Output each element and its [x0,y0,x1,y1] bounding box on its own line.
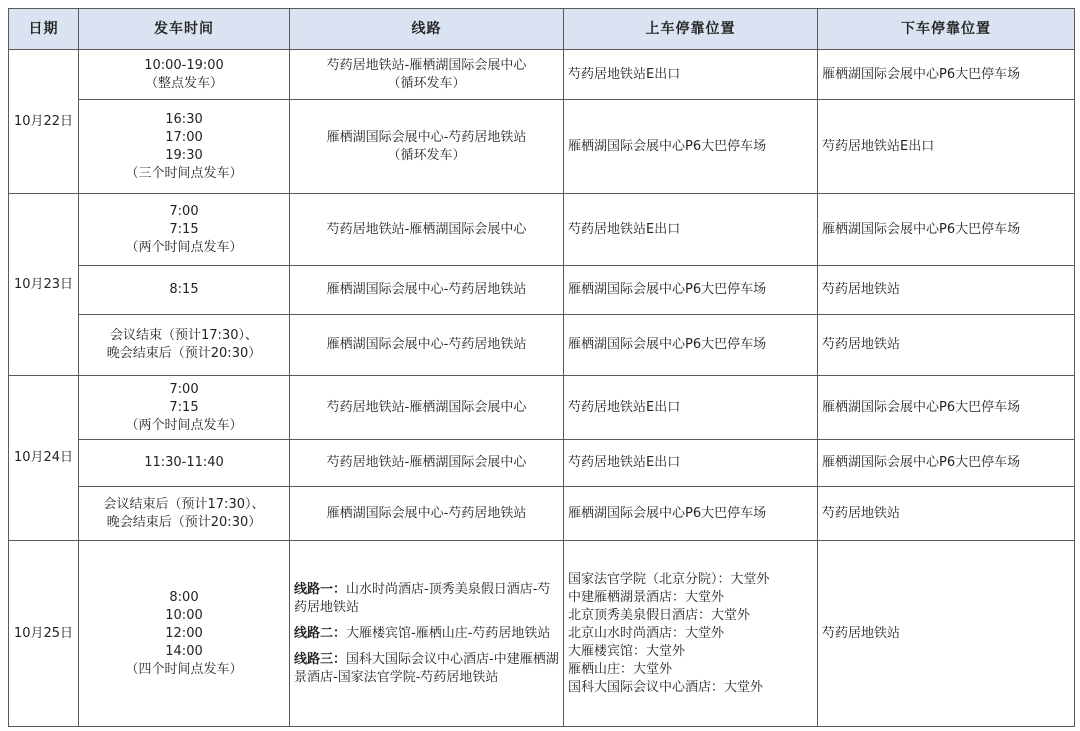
alighting-cell: 雁栖湖国际会展中心P6大巴停车场 [818,440,1075,487]
time-note: （两个时间点发车） [125,417,243,433]
route-line-label: 线路三： [294,651,347,667]
route-cell: 雁栖湖国际会展中心-芍药居地铁站 [290,266,564,315]
date-cell: 10月23日 [9,194,79,376]
time-line: 会议结束后（预计17:30）、 [103,496,265,512]
date-cell: 10月25日 [9,541,79,727]
time-cell: 11:30-11:40 [79,440,290,487]
boarding-cell: 芍药居地铁站E出口 [564,194,818,266]
alighting-cell: 芍药居地铁站 [818,266,1075,315]
time-cell [79,194,290,266]
time-note: （两个时间点发车） [125,239,243,255]
time-note: （四个时间点发车） [125,661,243,677]
alighting-cell: 雁栖湖国际会展中心P6大巴停车场 [818,376,1075,440]
header-alighting-location: 下车停靠位置 [818,9,1075,50]
time-line: 7:15 [169,399,199,415]
boarding-cell: 雁栖湖国际会展中心P6大巴停车场 [564,100,818,194]
boarding-stop: 国科大国际会议中心酒店：大堂外 [568,679,764,695]
route-line-label: 线路一： [294,581,347,597]
route-text: 雁栖湖国际会展中心-芍药居地铁站 [326,129,527,145]
table-row [9,50,1075,100]
time-cell [79,376,290,440]
alighting-cell: 芍药居地铁站 [818,315,1075,376]
route-line-three [294,651,559,687]
route-line-two [294,625,559,643]
boarding-stop: 国家法官学院（北京分院）：大堂外 [568,571,770,587]
boarding-cell: 雁栖湖国际会展中心P6大巴停车场 [564,487,818,541]
alighting-cell: 芍药居地铁站 [818,541,1075,727]
date-cell: 10月22日 [9,50,79,194]
route-cell [290,100,564,194]
route-note: （循环发车） [387,147,466,163]
time-cell [79,487,290,541]
boarding-cell [564,541,818,727]
table-row [9,376,1075,440]
route-cell: 芍药居地铁站-雁栖湖国际会展中心 [290,194,564,266]
route-cell: 雁栖湖国际会展中心-芍药居地铁站 [290,487,564,541]
time-line: 14:00 [165,643,203,659]
time-line: 8:00 [169,589,199,605]
table-row [9,266,1075,315]
boarding-stop: 雁栖山庄：大堂外 [568,661,673,677]
boarding-stop: 北京山水时尚酒店：大堂外 [568,625,725,641]
table-row [9,194,1075,266]
alighting-cell: 雁栖湖国际会展中心P6大巴停车场 [818,194,1075,266]
alighting-cell: 芍药居地铁站E出口 [818,100,1075,194]
route-line-label: 线路二： [294,625,347,641]
table-row [9,487,1075,541]
route-cell: 芍药居地铁站-雁栖湖国际会展中心 [290,440,564,487]
boarding-cell: 雁栖湖国际会展中心P6大巴停车场 [564,315,818,376]
time-line: 7:15 [169,221,199,237]
alighting-cell: 雁栖湖国际会展中心P6大巴停车场 [818,50,1075,100]
time-line: 19:30 [165,147,203,163]
time-note: （整点发车） [144,75,223,91]
header-departure-time: 发车时间 [79,9,290,50]
time-cell [79,541,290,727]
route-cell [290,541,564,727]
route-line-text: 国科大国际会议中心酒店-中建雁栖湖景酒店-国家法官学院-芍药居地铁站 [294,651,559,685]
time-line: 7:00 [169,381,199,397]
boarding-cell: 芍药居地铁站E出口 [564,376,818,440]
alighting-cell: 芍药居地铁站 [818,487,1075,541]
time-line: 17:00 [165,129,203,145]
header-row [9,9,1075,50]
time-line: 10:00 [165,607,203,623]
route-cell: 雁栖湖国际会展中心-芍药居地铁站 [290,315,564,376]
boarding-stop: 中建雁栖湖景酒店：大堂外 [568,589,725,605]
header-route: 线路 [290,9,564,50]
time-line: 会议结束（预计17:30）、 [110,328,258,343]
route-cell [290,50,564,100]
time-line: 晚会结束后（预计20:30） [106,514,262,530]
time-line: 7:00 [169,203,199,219]
boarding-cell: 芍药居地铁站E出口 [564,440,818,487]
shuttle-schedule-table [8,8,1075,727]
route-cell: 芍药居地铁站-雁栖湖国际会展中心 [290,376,564,440]
date-cell: 10月24日 [9,376,79,541]
boarding-stop: 大雁楼宾馆：大堂外 [568,643,686,659]
table-row [9,315,1075,376]
boarding-cell: 芍药居地铁站E出口 [564,50,818,100]
time-cell: 8:15 [79,266,290,315]
time-line: 晚会结束后（预计20:30） [106,346,262,361]
header-date: 日期 [9,9,79,50]
header-boarding-location: 上车停靠位置 [564,9,818,50]
time-line: 16:30 [165,111,203,127]
time-cell [79,100,290,194]
boarding-stop: 北京顶秀美泉假日酒店：大堂外 [568,607,751,623]
route-note: （循环发车） [387,75,466,91]
route-text: 芍药居地铁站-雁栖湖国际会展中心 [326,57,527,73]
route-line-one [294,581,559,617]
time-line: 12:00 [165,625,203,641]
table-row [9,100,1075,194]
time-line: 10:00-19:00 [144,57,224,73]
time-cell [79,50,290,100]
time-cell [79,315,290,376]
route-line-text: 山水时尚酒店-顶秀美泉假日酒店-芍药居地铁站 [294,581,551,615]
table-row [9,541,1075,727]
time-note: （三个时间点发车） [125,165,243,181]
table-row [9,440,1075,487]
route-line-text: 大雁楼宾馆-雁栖山庄-芍药居地铁站 [346,625,551,641]
boarding-cell: 雁栖湖国际会展中心P6大巴停车场 [564,266,818,315]
